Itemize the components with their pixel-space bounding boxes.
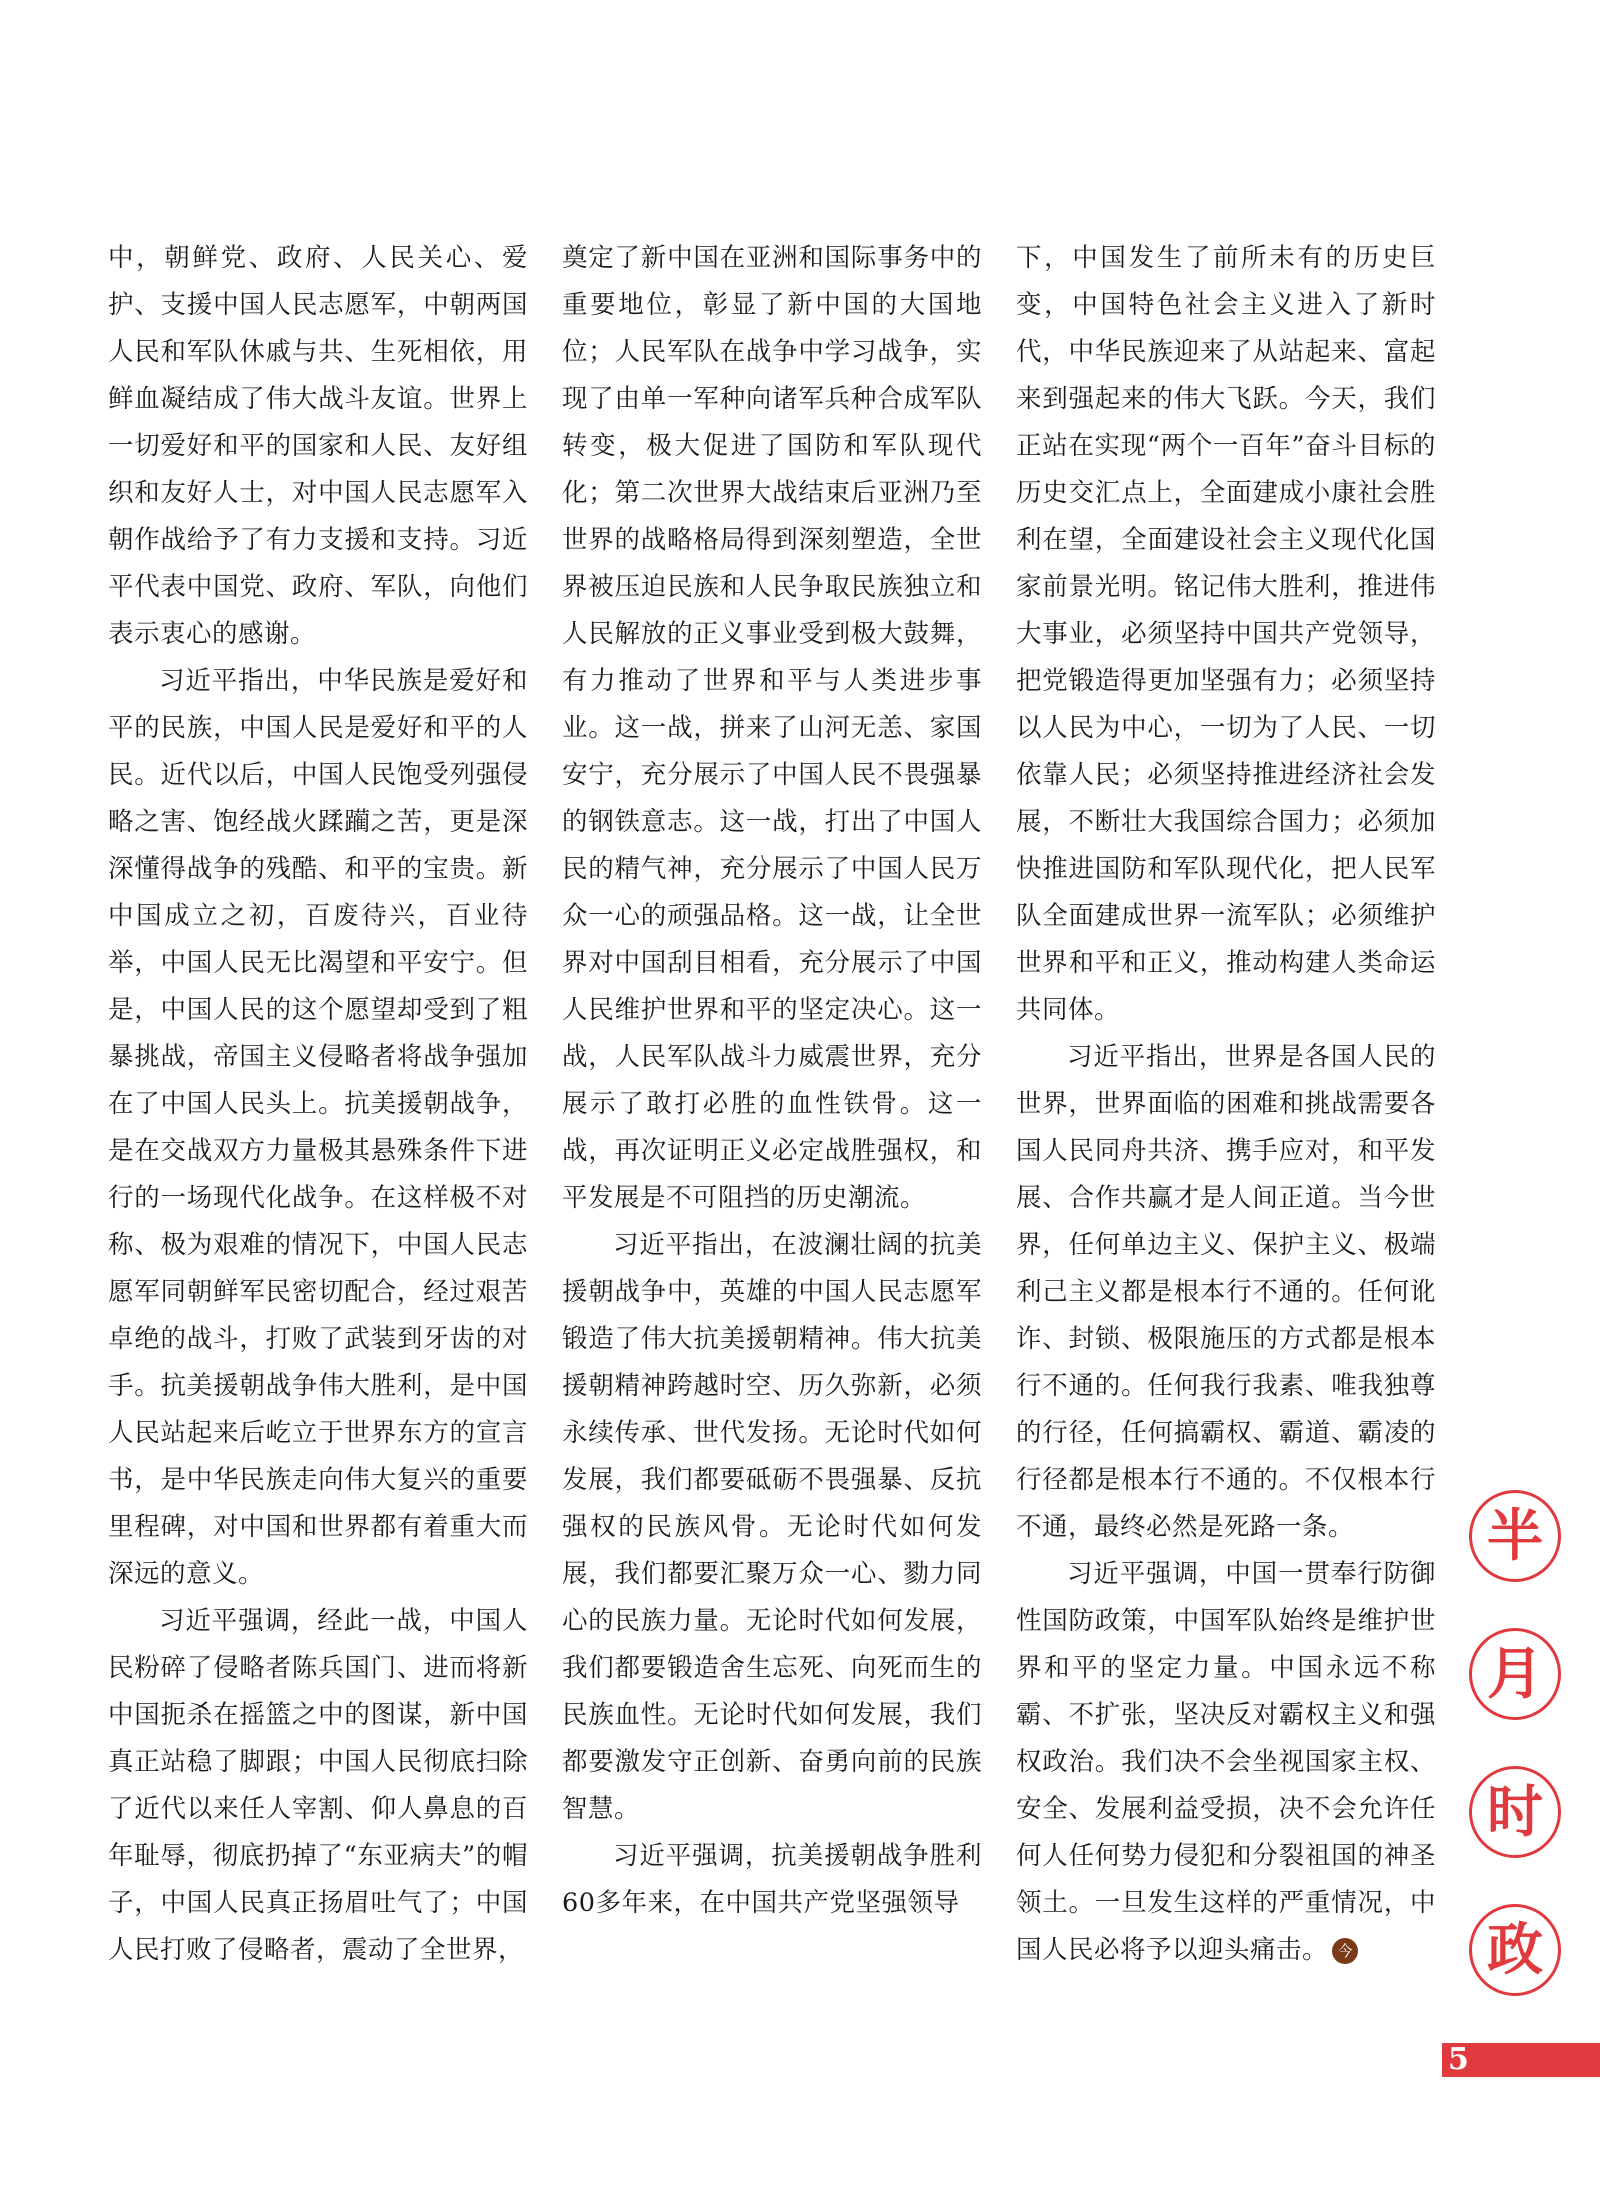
text-column-1 (108, 235, 528, 1974)
paragraph: 习近平指出，中华民族是爱好和平的民族，中国人民是爱好和平的人民。近代以后，中国人民饱受列强侵略之害、饱经战火蹂躏之苦，更是深深懂得战争的残酷、和平的宝贵。新中国成立之初，百废待兴，百业待举，中国人民无比渴望和平安宁。但是，中国人民的这个愿望却受到了粗暴挑战，帝国主义侵略者将战争强加在了中国人民头上。抗美援朝战争，是在交战双方力量极其悬殊条件下进行的一场现代化战争。在这样极不对称、极为艰难的情况下，中国人民志愿军同朝鲜军民密切配合，经过艰苦卓绝的战斗，打败了武装到牙齿的对手。抗美援朝战争伟大胜利，是中国人民站起来后屹立于世界东方的宣言书，是中华民族走向伟大复兴的重要里程碑，对中国和世界都有着重大而深远的意义。 (108, 666, 528, 1589)
paragraph: 下，中国发生了前所未有的历史巨变，中国特色社会主义进入了新时代，中华民族迎来了从站起来、富起来到强起来的伟大飞跃。今天，我们正站在实现“两个一百年”奋斗目标的历史交汇点上，全面建成小康社会胜利在望，全面建设社会主义现代化国家前景光明。铭记伟大胜利，推进伟大事业，必须坚持中国共产党领导，把党锻造得更加坚强有力；必须坚持以人民为中心，一切为了人民、一切依靠人民；必须坚持推进经济社会发展，不断壮大我国综合国力；必须加快推进国防和军队现代化，把人民军队全面建成世界一流军队；必须维护世界和平和正义，推动构建人类命运共同体。 (1016, 243, 1436, 1025)
paragraph: 习近平指出，在波澜壮阔的抗美援朝战争中，英雄的中国人民志愿军锻造了伟大抗美援朝精神。伟大抗美援朝精神跨越时空、历久弥新，必须永续传承、世代发扬。无论时代如何发展，我们都要砥砺不畏强暴、反抗强权的民族风骨。无论时代如何发展，我们都要汇聚万众一心、勠力同心的民族力量。无论时代如何发展，我们都要锻造舍生忘死、向死而生的民族血性。无论时代如何发展，我们都要激发守正创新、奋勇向前的民族智慧。 (562, 1230, 982, 1824)
section-label-char: 半 (1469, 1490, 1561, 1582)
paragraph (1016, 1551, 1436, 1974)
section-label-char: 时 (1469, 1766, 1561, 1858)
section-label-char: 月 (1469, 1628, 1561, 1720)
text-column-3 (1016, 235, 1436, 1974)
section-label (1460, 1490, 1570, 2042)
paragraph: 中，朝鲜党、政府、人民关心、爱护、支援中国人民志愿军，中朝两国人民和军队休戚与共、生死相依，用鲜血凝结成了伟大战斗友谊。世界上一切爱好和平的国家和人民、友好组织和友好人士，对中国人民志愿军入朝作战给予了有力支援和支持。习近平代表中国党、政府、军队，向他们表示衷心的感谢。 (108, 243, 528, 649)
paragraph: 习近平强调，经此一战，中国人民粉碎了侵略者陈兵国门、进而将新中国扼杀在摇篮之中的图谋，新中国真正站稳了脚跟；中国人民彻底扫除了近代以来任人宰割、仰人鼻息的百年耻辱，彻底扔掉了“东亚病夫”的帽子，中国人民真正扬眉吐气了；中国人民打败了侵略者，震动了全世界， (108, 1606, 528, 1965)
section-label-char: 政 (1469, 1904, 1561, 1996)
page-number: 5 (1448, 2042, 1469, 2077)
paragraph: 习近平指出，世界是各国人民的世界，世界面临的困难和挑战需要各国人民同舟共济、携手应对，和平发展、合作共赢才是人间正道。当今世界，任何单边主义、保护主义、极端利己主义都是根本行不通的。任何讹诈、封锁、极限施压的方式都是根本行不通的。任何我行我素、唯我独尊的行径，任何搞霸权、霸道、霸凌的行径都是根本行不通的。不仅根本行不通，最终必然是死路一条。 (1016, 1042, 1436, 1542)
end-mark-icon: 今 (1332, 1938, 1358, 1964)
paragraph: 奠定了新中国在亚洲和国际事务中的重要地位，彰显了新中国的大国地位；人民军队在战争中学习战争，实现了由单一军种向诸军兵种合成军队转变，极大促进了国防和军队现代化；第二次世界大战结束后亚洲乃至世界的战略格局得到深刻塑造，全世界被压迫民族和人民争取民族独立和人民解放的正义事业受到极大鼓舞，有力推动了世界和平与人类进步事业。这一战，拼来了山河无恙、家国安宁，充分展示了中国人民不畏强暴的钢铁意志。这一战，打出了中国人民的精气神，充分展示了中国人民万众一心的顽强品格。这一战，让全世界对中国刮目相看，充分展示了中国人民维护世界和平的坚定决心。这一战，人民军队战斗力威震世界，充分展示了敢打必胜的血性铁骨。这一战，再次证明正义必定战胜强权，和平发展是不可阻挡的历史潮流。 (562, 243, 982, 1213)
text-column-2 (562, 235, 982, 1927)
paragraph: 习近平强调，抗美援朝战争胜利60多年来，在中国共产党坚强领导 (562, 1841, 982, 1918)
paragraph-text: 习近平强调，中国一贯奉行防御性国防政策，中国军队始终是维护世界和平的坚定力量。中国永远不称霸、不扩张，坚决反对霸权主义和强权政治。我们决不会坐视国家主权、安全、发展利益受损，决不会允许任何人任何势力侵犯和分裂祖国的神圣领土。一旦发生这样的严重情况，中国人民必将予以迎头痛击。 (1016, 1559, 1436, 1965)
